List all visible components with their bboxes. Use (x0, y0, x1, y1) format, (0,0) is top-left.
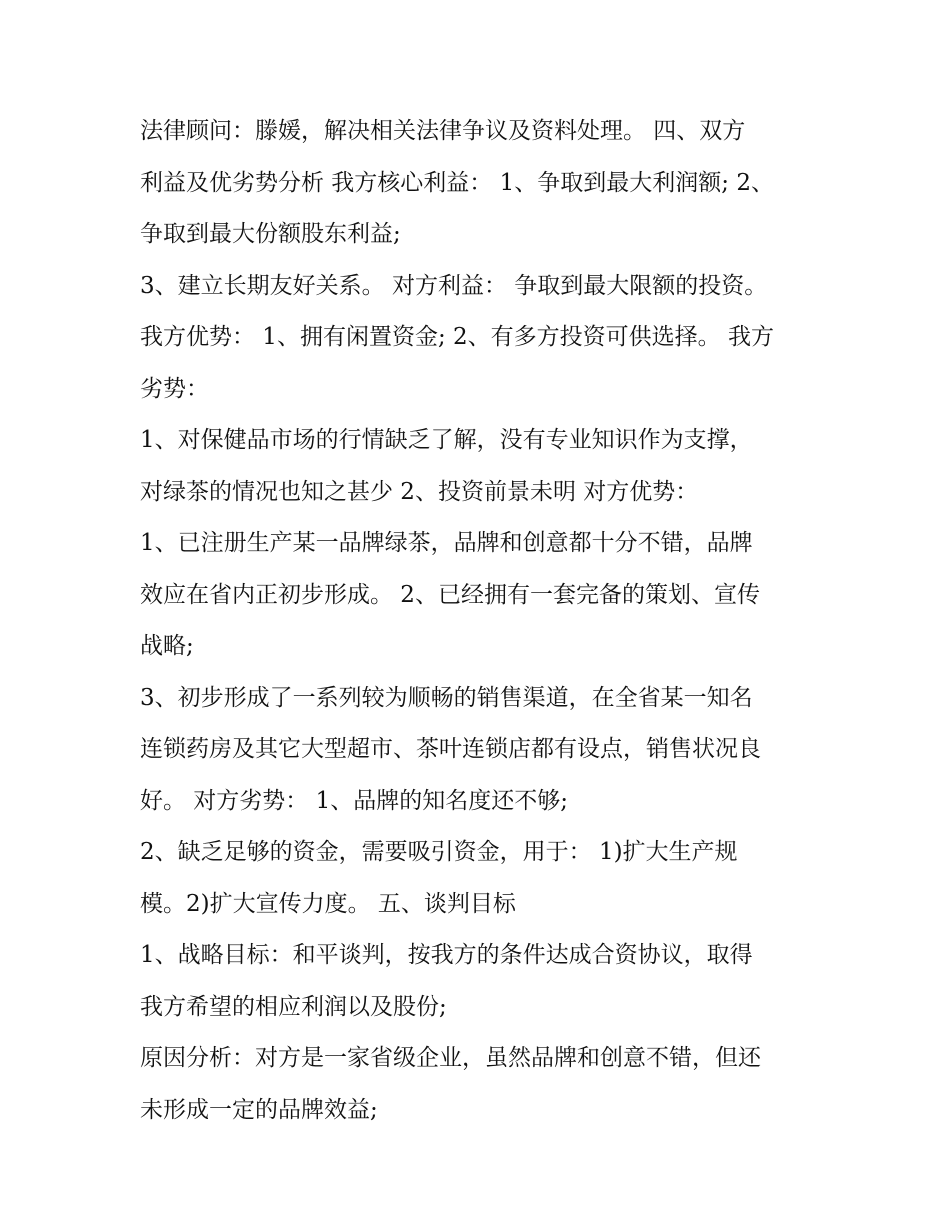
text-line: 我方优势： 1、拥有闲置资金; 2、有多方投资可供选择。 我方 (140, 324, 774, 350)
text-line: 未形成一定的品牌效益; (140, 1096, 378, 1123)
text-line: 1、战略目标：和平谈判，按我方的条件达成合资协议，取得 (140, 942, 753, 968)
text-line: 1、对保健品市场的行情缺乏了解，没有专业知识作为支撑， (140, 427, 753, 453)
body-text (140, 106, 830, 1136)
text-line: 对绿茶的情况也知之甚少 2、投资前景未明 对方优势： (140, 478, 699, 505)
text-line: 利益及优劣势分析 我方核心利益： 1、争取到最大利润额; 2、 (140, 169, 774, 196)
text-line: 战略; (140, 633, 194, 659)
text-line: 3、建立长期友好关系。 对方利益： 争取到最大限额的投资。 (140, 272, 768, 299)
text-line: 1、已注册生产某一品牌绿茶，品牌和创意都十分不错，品牌 (140, 530, 753, 556)
text-line: 3、初步形成了一系列较为顺畅的销售渠道，在全省某一知名 (140, 684, 753, 711)
text-line: 法律顾问：滕媛，解决相关法律争议及资料处理。 四、双方 (140, 118, 746, 144)
text-line: 2、缺乏足够的资金，需要吸引资金，用于： 1)扩大生产规 (140, 839, 738, 865)
text-line: 连锁药房及其它大型超市、茶叶连锁店都有设点，销售状况良 (140, 736, 761, 762)
text-line: 劣势： (140, 375, 209, 402)
text-line: 模。2)扩大宣传力度。 五、谈判目标 (140, 890, 516, 917)
text-line: 我方希望的相应利润以及股份; (140, 993, 447, 1020)
text-line: 好。 对方劣势： 1、品牌的知名度还不够; (140, 787, 569, 814)
text-line: 争取到最大份额股东利益; (140, 221, 401, 247)
text-line: 效应在省内正初步形成。 2、已经拥有一套完备的策划、宣传 (140, 581, 760, 608)
text-line: 原因分析：对方是一家省级企业，虽然品牌和创意不错，但还 (140, 1045, 761, 1071)
